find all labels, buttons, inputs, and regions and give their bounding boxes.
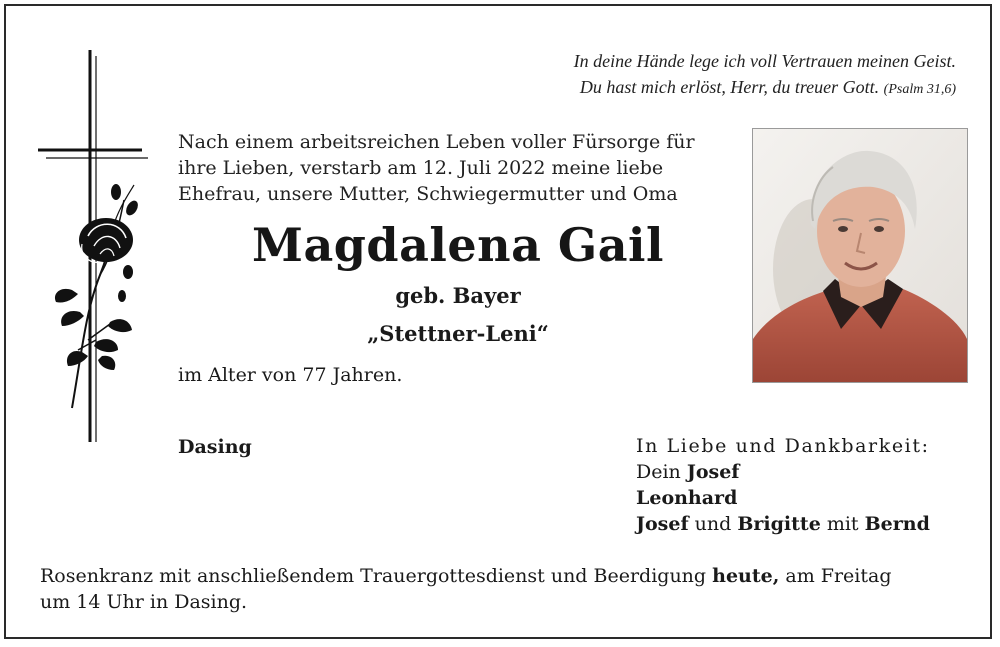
mourner-line-3	[636, 511, 930, 537]
obituary-notice	[4, 4, 992, 639]
intro-line-1: Nach einem arbeitsreichen Leben voller Fürsorge für	[178, 131, 695, 153]
age-line: im Alter von 77 Jahren.	[178, 364, 403, 386]
mourner-name-leonhard: Leonhard	[636, 487, 738, 509]
cross-with-rose-icon	[38, 50, 158, 450]
mourners-block	[636, 433, 930, 537]
mourner-name-bernd: Bernd	[864, 513, 930, 535]
quote-line-2	[574, 74, 956, 103]
quote-reference: (Psalm 31,6)	[883, 82, 956, 97]
portrait-illustration	[753, 129, 967, 382]
deceased-name: Magdalena Gail	[252, 218, 664, 272]
mourner-name-brigitte: Brigitte	[737, 513, 821, 535]
funeral-info-day: am Freitag	[785, 565, 892, 587]
funeral-info	[40, 563, 970, 615]
quote-line-2-text: Du hast mich erlöst, Herr, du treuer Gott.	[579, 77, 880, 97]
funeral-info-text: Rosenkranz mit anschließendem Trauergottesdienst und Beerdigung	[40, 565, 707, 587]
mourner-and: und	[694, 513, 732, 535]
mourner-line-2	[636, 485, 930, 511]
mourners-lead: In Liebe und Dankbarkeit:	[636, 435, 930, 457]
bible-quote	[574, 48, 956, 103]
intro-line-3: Ehefrau, unsere Mutter, Schwiegermutter und Oma	[178, 183, 678, 205]
maiden-name: geb. Bayer	[395, 283, 521, 308]
mourner-line-1	[636, 459, 930, 485]
mourner-with: mit	[826, 513, 859, 535]
funeral-info-line-2: um 14 Uhr in Dasing.	[40, 591, 248, 613]
quote-line-1: In deine Hände lege ich voll Vertrauen meinen Geist.	[573, 51, 956, 71]
mourner-name-josef: Josef	[686, 461, 740, 483]
portrait-photo	[752, 128, 968, 383]
mourner-prefix: Dein	[636, 461, 681, 483]
mourner-name-josef-2: Josef	[636, 513, 689, 535]
nickname: „Stettner-Leni“	[367, 321, 549, 346]
funeral-info-line-1	[40, 563, 970, 589]
place-name: Dasing	[178, 436, 252, 458]
intro-paragraph	[178, 129, 738, 207]
intro-line-2: ihre Lieben, verstarb am 12. Juli 2022 meine liebe	[178, 157, 664, 179]
funeral-info-emphasis: heute,	[712, 565, 780, 587]
